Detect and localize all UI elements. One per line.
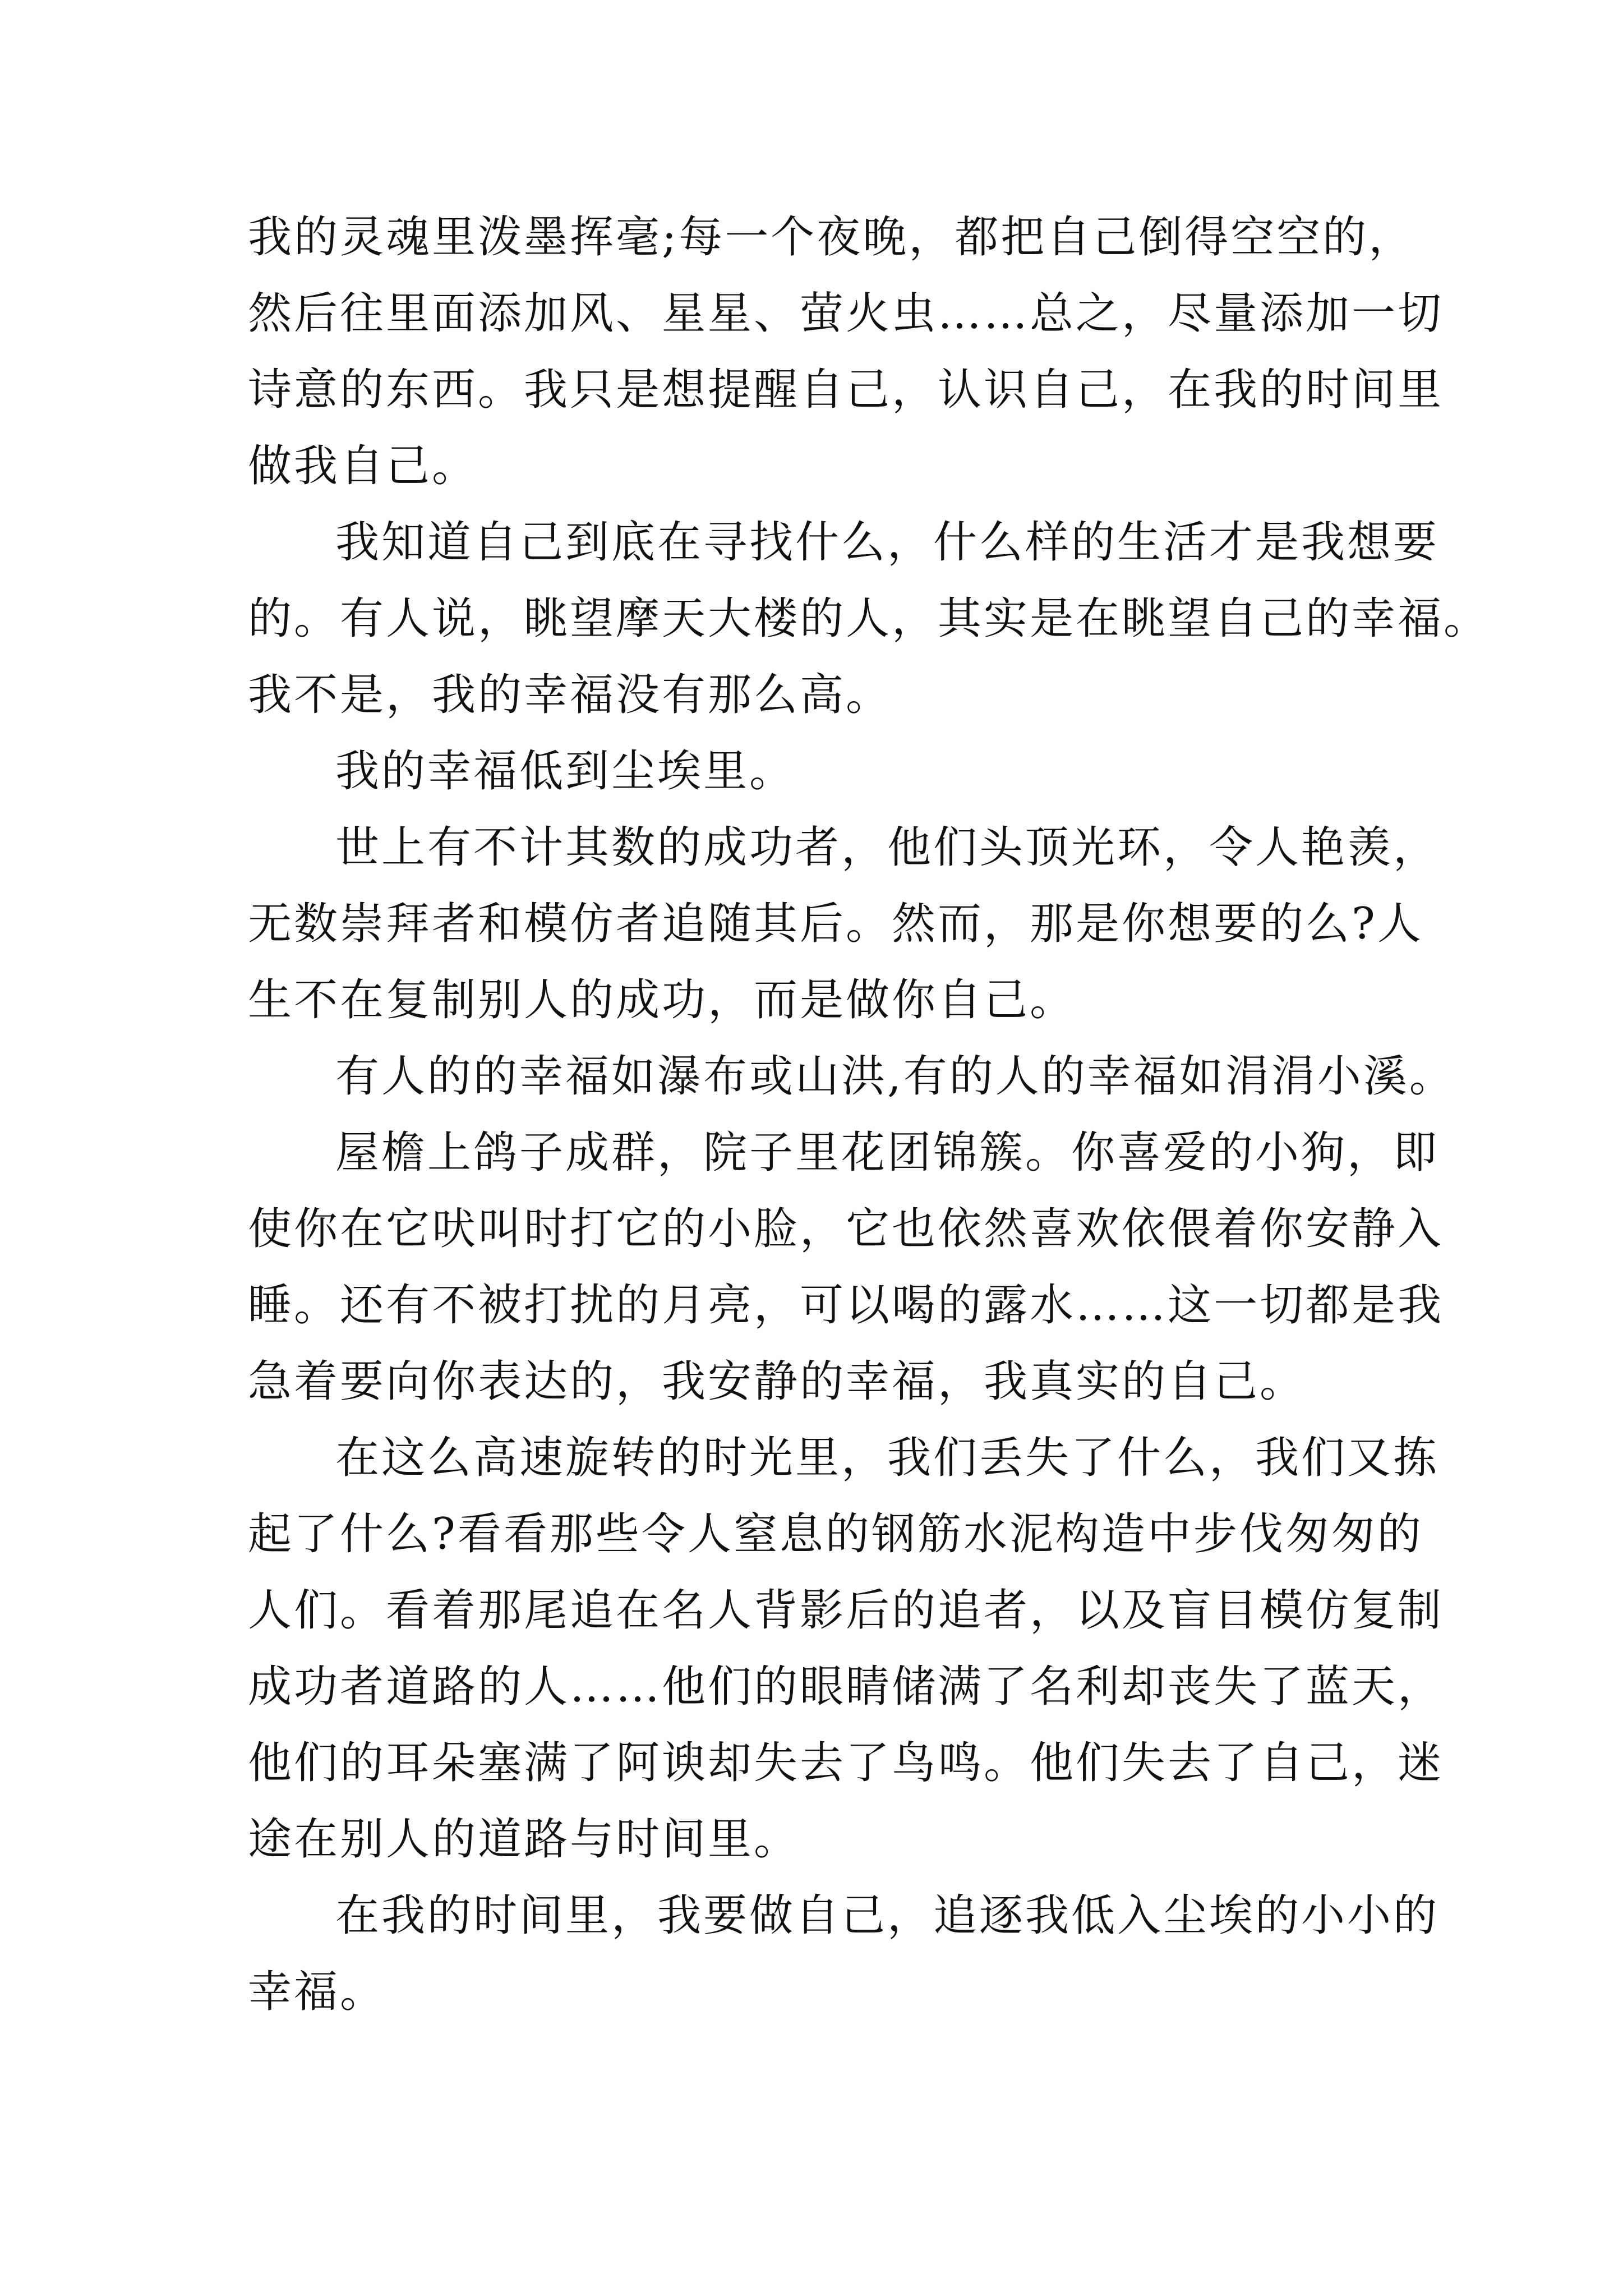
text-line: 我不是，我的幸福没有那么高。 <box>248 670 892 720</box>
text-line: 诗意的东西。我只是想提醒自己，认识自己，在我的时间里 <box>248 365 1444 415</box>
text-line: 无数崇拜者和模仿者追随其后。然而，那是你想要的么?人 <box>248 899 1423 949</box>
text-line: 然后往里面添加风、星星、萤火虫……总之，尽量添加一切 <box>248 288 1444 339</box>
text-line: 幸福。 <box>248 1967 386 2017</box>
text-line: 做我自己。 <box>248 441 478 491</box>
paragraph-first-line: 在我的时间里，我要做自己，追逐我低入尘埃的小小的 <box>335 1890 1440 1941</box>
text-line: 使你在它吠叫时打它的小脸，它也依然喜欢依偎着你安静入 <box>248 1204 1444 1254</box>
text-line: 急着要向你表达的，我安静的幸福，我真实的自己。 <box>248 1356 1306 1407</box>
text-line: 起了什么?看看那些令人窒息的钢筋水泥构造中步伐匆匆的 <box>248 1509 1423 1559</box>
paragraph-first-line: 我知道自己到底在寻找什么，什么样的生活才是我想要 <box>335 517 1440 568</box>
document-body <box>248 199 1490 2030</box>
text-line: 生不在复制别人的成功，而是做你自己。 <box>248 975 1076 1025</box>
paragraph-first-line: 我的幸福低到尘埃里。 <box>335 746 796 797</box>
text-line: 他们的耳朵塞满了阿谀却失去了鸟鸣。他们失去了自己，迷 <box>248 1738 1444 1788</box>
text-line: 我的灵魂里泼墨挥毫;每一个夜晚，都把自己倒得空空的， <box>248 212 1415 263</box>
text-line: 睡。还有不被打扰的月亮，可以喝的露水……这一切都是我 <box>248 1280 1444 1331</box>
text-line: 途在别人的道路与时间里。 <box>248 1814 800 1865</box>
paragraph-first-line: 屋檐上鸽子成群，院子里花团锦簇。你喜爱的小狗，即 <box>335 1128 1440 1178</box>
text-line: 的。有人说，眺望摩天大楼的人，其实是在眺望自己的幸福。 <box>248 593 1490 644</box>
text-line: 成功者道路的人……他们的眼睛储满了名利却丧失了蓝天， <box>248 1662 1444 1712</box>
paragraph-first-line: 在这么高速旋转的时光里，我们丢失了什么，我们又拣 <box>335 1433 1440 1483</box>
text-line: 人们。看着那尾追在名人背影后的追者，以及盲目模仿复制 <box>248 1585 1444 1636</box>
paragraph-first-line: 有人的的幸福如瀑布或山洪,有的人的幸福如涓涓小溪。 <box>335 1051 1455 1102</box>
paragraph-first-line: 世上有不计其数的成功者，他们头顶光环，令人艳羡， <box>335 822 1440 873</box>
